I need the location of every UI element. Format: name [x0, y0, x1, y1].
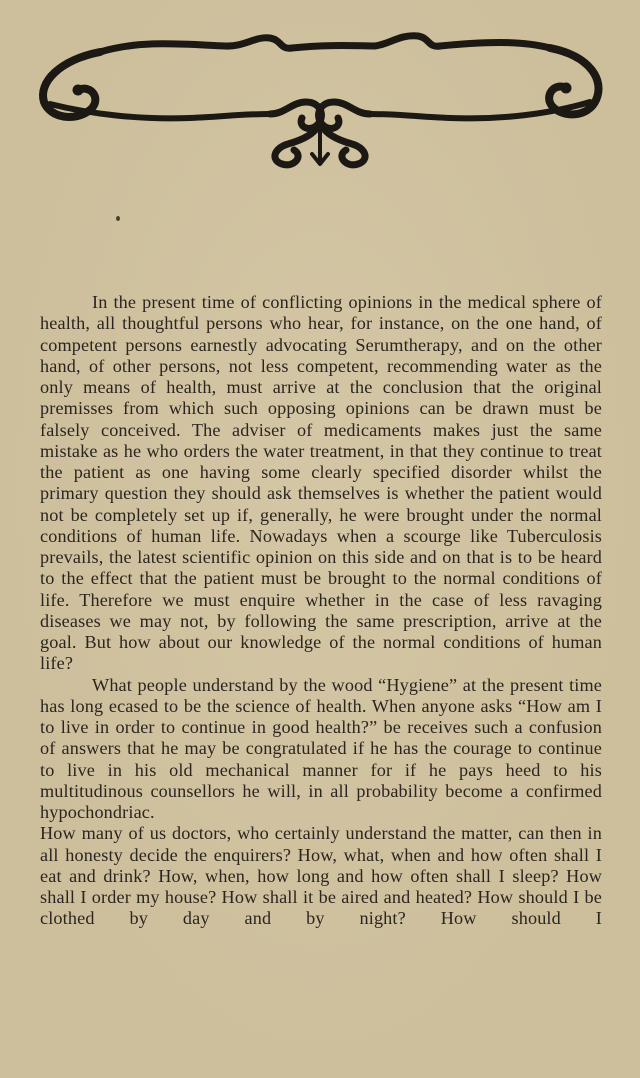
- ink-speck: [116, 216, 120, 221]
- paragraph-3: How many of us doctors, who certainly understand the matter, can then in all honesty decide the enquirers? How, what, when and how often shall I eat and drink? How, when, how long and how often shall I sleep? How shall I order my house? How shall it be aired and heated? How should I be clothed by day and by night? How should I: [40, 823, 602, 929]
- paragraph-1: In the present time of conflicting opinions in the medical sphere of health, all thoughtful persons who hear, for instance, on the one hand, of competent persons earnestly advocating Serumtherapy, and on the other hand, of other persons, not less competent, recommending water as the only means of health, must arrive at the conclusion that the original premisses from which such opposing opinions can be drawn must be falsely conceived. The adviser of medicaments makes just the same mistake as he who orders the water treatment, in that they continue to treat the patient as one having some clearly specified disorder whilst the primary question they should ask themselves is whether the patient would not be completely set up if, generally, he were brought under the normal conditions of human life. Nowadays when a scourge like Tuberculosis prevails, the latest scientific opinion on this side and on that is to be heard to the effect that the patient must be brought to the normal conditions of life. Therefore we must enquire whether in the case of less ravaging diseases we may not, by following the same prescription, arrive at the goal. But how about our knowledge of the normal conditions of human life?: [40, 292, 602, 674]
- paragraph-2: What people understand by the wood “Hygiene” at the present time has long ecased to be the science of health. When anyone asks “How am I to live in order to continue in good health?” be receives such a confusion of answers that he may be congratulated if he has the courage to continue to live in his old mechanical manner for if he pays heed to his multitudinous counsellors he will, in all probability become a confirmed hypochondriac.: [40, 674, 602, 822]
- body-text: [40, 292, 602, 930]
- scroll-ornament-icon: [30, 22, 610, 172]
